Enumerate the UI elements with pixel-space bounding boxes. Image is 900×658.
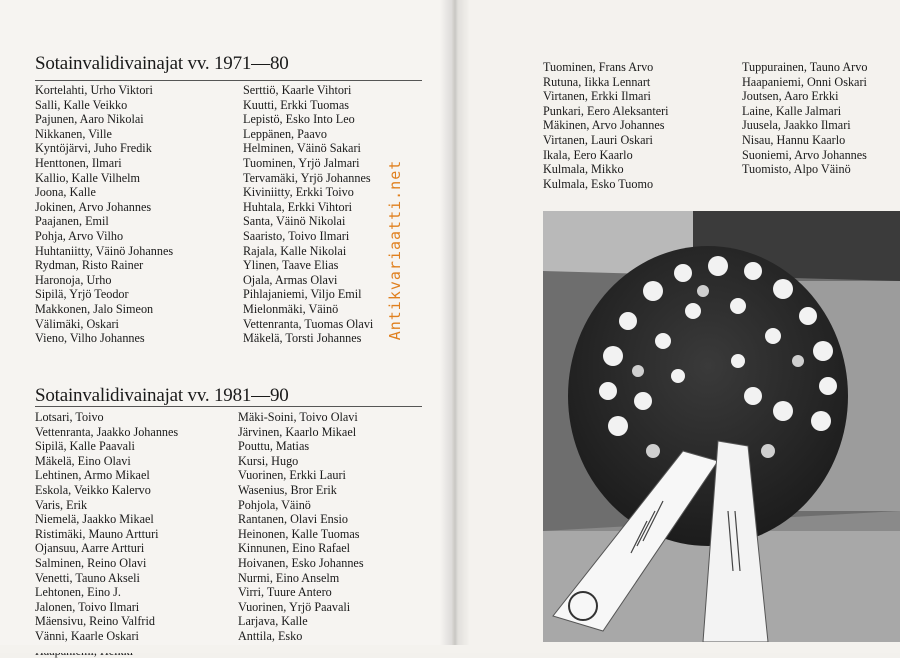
name-entry: Henttonen, Ilmari xyxy=(35,156,173,171)
name-entry: Mäki-Soini, Toivo Olavi xyxy=(238,410,364,425)
name-entry: Pohja, Arvo Vilho xyxy=(35,229,173,244)
name-entry: Tervamäki, Yrjö Johannes xyxy=(243,171,373,186)
name-entry: Vettenranta, Tuomas Olavi xyxy=(243,317,373,332)
name-entry: Mäkinen, Arvo Johannes xyxy=(543,118,669,133)
name-entry: Jalonen, Toivo Ilmari xyxy=(35,600,178,615)
name-entry: Mielonmäki, Väinö xyxy=(243,302,373,317)
name-entry: Nurmi, Eino Anselm xyxy=(238,571,364,586)
name-entry: Serttiö, Kaarle Vihtori xyxy=(243,83,373,98)
name-entry: Rutuna, Iikka Lennart xyxy=(543,75,669,90)
name-entry: Jokinen, Arvo Johannes xyxy=(35,200,173,215)
name-entry: Pajunen, Aaro Nikolai xyxy=(35,112,173,127)
name-entry: Kyntöjärvi, Juho Fredik xyxy=(35,141,173,156)
name-entry: Rantanen, Olavi Ensio xyxy=(238,512,364,527)
memorial-wreath-photo xyxy=(543,211,900,642)
name-entry: Vettenranta, Jaakko Johannes xyxy=(35,425,178,440)
name-entry: Mäkelä, Eino Olavi xyxy=(35,454,178,469)
name-list-1971-80-col2 xyxy=(243,83,373,346)
name-entry: Niemelä, Jaakko Mikael xyxy=(35,512,178,527)
name-entry: Virri, Tuure Antero xyxy=(238,585,364,600)
name-entry: Sipilä, Yrjö Teodor xyxy=(35,287,173,302)
name-list-1981-90-col2 xyxy=(238,410,364,644)
name-entry: Vuorinen, Yrjö Paavali xyxy=(238,600,364,615)
name-entry: Suoniemi, Arvo Johannes xyxy=(742,148,867,163)
name-entry: Laine, Kalle Jalmari xyxy=(742,104,867,119)
name-entry: Juusela, Jaakko Ilmari xyxy=(742,118,867,133)
section-heading-1981-90: Sotainvalidivainajat vv. 1981—90 xyxy=(35,385,289,407)
name-entry: Järvinen, Kaarlo Mikael xyxy=(238,425,364,440)
name-entry: Nikkanen, Ville xyxy=(35,127,173,142)
name-entry: Virtanen, Lauri Oskari xyxy=(543,133,669,148)
name-entry: Vänni, Kaarle Oskari xyxy=(35,629,178,644)
name-entry: Mäkelä, Torsti Johannes xyxy=(243,331,373,346)
name-list-1971-80-col1 xyxy=(35,83,173,346)
name-entry: Ristimäki, Mauno Artturi xyxy=(35,527,178,542)
name-entry: Kulmala, Esko Tuomo xyxy=(543,177,669,192)
name-entry: Wasenius, Bror Erik xyxy=(238,483,364,498)
name-entry: Lehtonen, Eino J. xyxy=(35,585,178,600)
name-entry: Vieno, Vilho Johannes xyxy=(35,331,173,346)
name-list-right-col1 xyxy=(543,60,669,191)
name-entry: Joona, Kalle xyxy=(35,185,173,200)
page-bottom-edge xyxy=(0,645,900,653)
name-entry: Kursi, Hugo xyxy=(238,454,364,469)
name-entry: Rydman, Risto Rainer xyxy=(35,258,173,273)
name-entry: Kulmala, Mikko xyxy=(543,162,669,177)
name-entry: Virtanen, Erkki Ilmari xyxy=(543,89,669,104)
name-entry: Salli, Kalle Veikko xyxy=(35,98,173,113)
name-entry: Larjava, Kalle xyxy=(238,614,364,629)
name-entry: Varis, Erik xyxy=(35,498,178,513)
name-entry: Kiviniitty, Erkki Toivo xyxy=(243,185,373,200)
name-entry: Joutsen, Aaro Erkki xyxy=(742,89,867,104)
name-entry: Rajala, Kalle Nikolai xyxy=(243,244,373,259)
name-entry: Mäensivu, Reino Valfrid xyxy=(35,614,178,629)
name-entry: Pihlajaniemi, Viljo Emil xyxy=(243,287,373,302)
name-entry: Hoivanen, Esko Johannes xyxy=(238,556,364,571)
heading-rule xyxy=(35,80,422,81)
name-entry: Eskola, Veikko Kalervo xyxy=(35,483,178,498)
name-entry: Tuomisto, Alpo Väinö xyxy=(742,162,867,177)
name-entry: Haapaniemi, Onni Oskari xyxy=(742,75,867,90)
name-entry: Ylinen, Taave Elias xyxy=(243,258,373,273)
name-list-1981-90-col1 xyxy=(35,410,178,658)
name-entry: Tuominen, Frans Arvo xyxy=(543,60,669,75)
section-heading-1971-80: Sotainvalidivainajat vv. 1971—80 xyxy=(35,53,289,75)
name-entry: Pohjola, Väinö xyxy=(238,498,364,513)
name-entry: Leppänen, Paavo xyxy=(243,127,373,142)
name-entry: Lehtinen, Armo Mikael xyxy=(35,468,178,483)
name-entry: Ojansuu, Aarre Artturi xyxy=(35,541,178,556)
name-entry: Kortelahti, Urho Viktori xyxy=(35,83,173,98)
name-entry: Ikala, Eero Kaarlo xyxy=(543,148,669,163)
name-entry: Ojala, Armas Olavi xyxy=(243,273,373,288)
name-entry: Venetti, Tauno Akseli xyxy=(35,571,178,586)
name-entry: Tuppurainen, Tauno Arvo xyxy=(742,60,867,75)
name-entry: Makkonen, Jalo Simeon xyxy=(35,302,173,317)
name-entry: Helminen, Väinö Sakari xyxy=(243,141,373,156)
name-entry: Lepistö, Esko Into Leo xyxy=(243,112,373,127)
name-entry: Santa, Väinö Nikolai xyxy=(243,214,373,229)
watermark-text: Antikvariaatti.net xyxy=(386,160,404,341)
name-entry: Kallio, Kalle Vilhelm xyxy=(35,171,173,186)
name-entry: Välimäki, Oskari xyxy=(35,317,173,332)
name-entry: Huhtala, Erkki Vihtori xyxy=(243,200,373,215)
name-list-right-col2 xyxy=(742,60,867,177)
name-entry: Saaristo, Toivo Ilmari xyxy=(243,229,373,244)
name-entry: Tuominen, Yrjö Jalmari xyxy=(243,156,373,171)
name-entry: Kinnunen, Eino Rafael xyxy=(238,541,364,556)
name-entry: Kuutti, Erkki Tuomas xyxy=(243,98,373,113)
name-entry: Punkari, Eero Aleksanteri xyxy=(543,104,669,119)
heading-rule xyxy=(35,406,422,407)
name-entry: Haronoja, Urho xyxy=(35,273,173,288)
book-gutter xyxy=(440,0,470,653)
name-entry: Salminen, Reino Olavi xyxy=(35,556,178,571)
name-entry: Heinonen, Kalle Tuomas xyxy=(238,527,364,542)
name-entry: Huhtaniitty, Väinö Johannes xyxy=(35,244,173,259)
name-entry: Anttila, Esko xyxy=(238,629,364,644)
name-entry: Sipilä, Kalle Paavali xyxy=(35,439,178,454)
name-entry: Pouttu, Matias xyxy=(238,439,364,454)
name-entry: Paajanen, Emil xyxy=(35,214,173,229)
name-entry: Nisau, Hannu Kaarlo xyxy=(742,133,867,148)
name-entry: Lotsari, Toivo xyxy=(35,410,178,425)
name-entry: Vuorinen, Erkki Lauri xyxy=(238,468,364,483)
